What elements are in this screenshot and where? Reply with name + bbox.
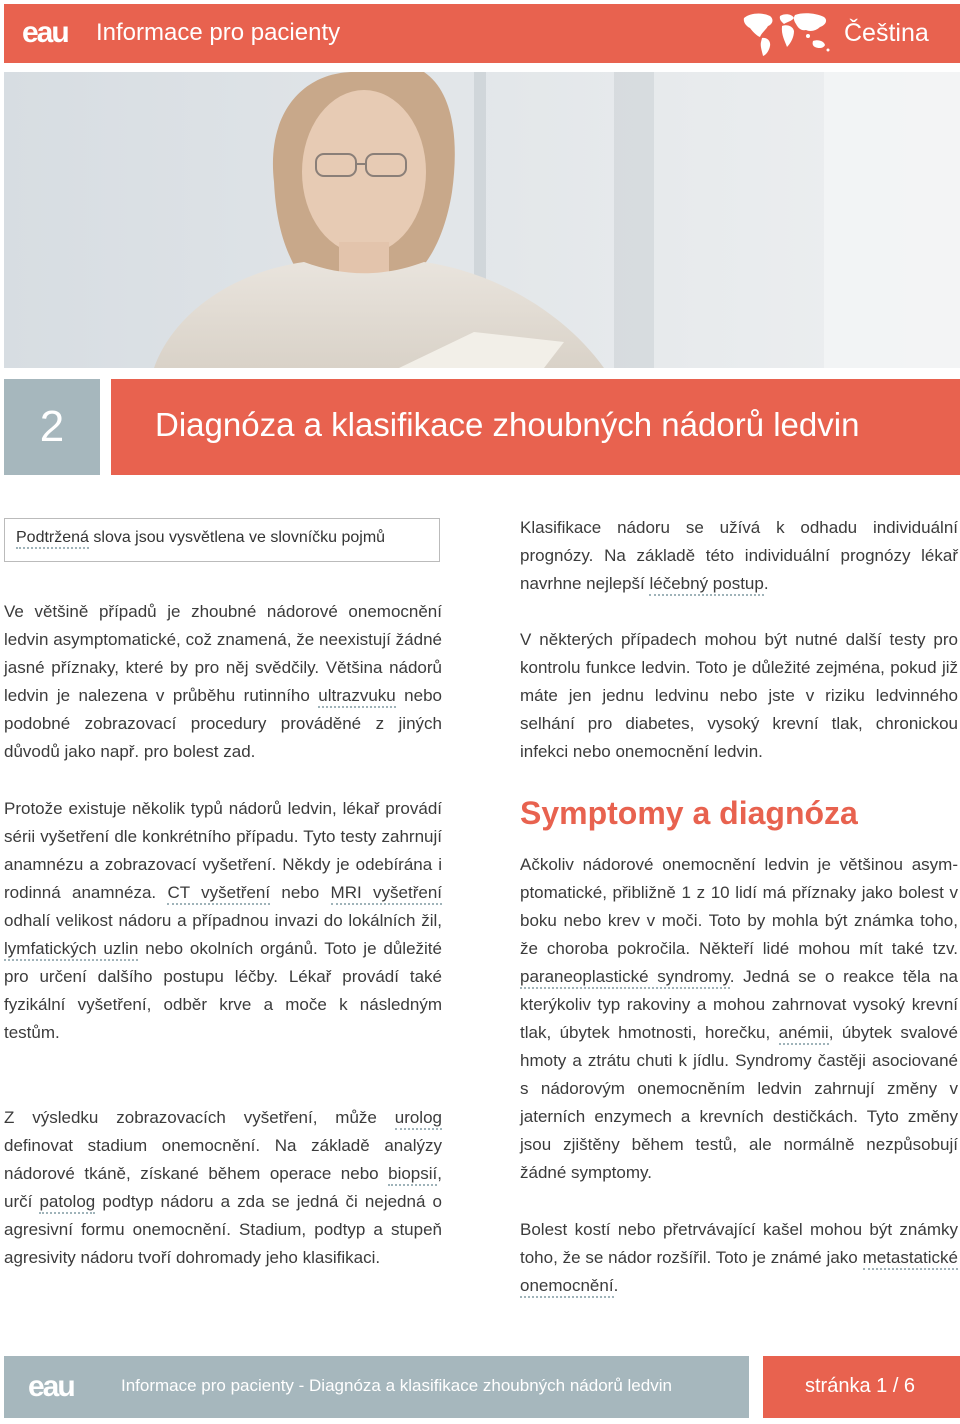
left-paragraph-3 [4,1104,442,1272]
paragraph-text: nebo okolních orgánů. Toto je důležité pro určení dalšího postupu léčby. Lékař provádí také fyzikální vyšetření, odběr krve a moče k následným testům. [4,939,442,1042]
paragraph-text: V některých případech mohou být nutné další testy pro kontrolu funkce ledvin. Toto je důležité zejména, pokud již máte jen jednu ledvinu nebo jste v riziku ledvinného selhání pro diabetes, vysoký krevní tlak, chronickou infekci nebo onemocnění ledvin. [520,630,958,761]
glossary-link[interactable]: CT vyšetření [167,883,270,905]
glossary-link[interactable]: MRI vyšetření [331,883,442,905]
paragraph-text: nebo podobné zobrazovací procedury prováděné z jiných důvodů jako např. pro bolest zad. [4,686,442,761]
chapter-number: 2 [4,379,100,475]
header-bar [4,4,960,63]
footer-text: Informace pro pacienty - Diagnóza a klasifikace zhoubných nádorů ledvin [121,1376,672,1395]
chapter-title: Diagnóza a klasifikace zhoubných nádorů ledvin [155,406,860,443]
chapter-title-bar [111,379,960,475]
page-indicator [763,1356,960,1418]
paragraph-text: . [763,574,769,593]
glossary-link[interactable]: biopsií [388,1164,437,1186]
glossary-link[interactable]: ultrazvuku [318,686,395,708]
paragraph-text: Ve většině případů je zhoubné nádorové onemocnění ledvin asymptomatické, což znamená, že neexistují žádné jasné příznaky, které by pro něj svědčily. Většina nádorů ledvin je nalezena v průběhu rutinního [4,602,442,705]
glossary-note [4,518,440,562]
header-title: Informace pro pacienty [96,19,341,46]
glossary-link[interactable]: paraneoplastické syndromy [520,967,730,989]
paragraph-text: nebo [270,883,331,902]
right-paragraph-2 [520,626,958,766]
paragraph-text: Protože existuje několik typů nádorů ledvin, lékař provádí sérii vyšetření dle konkrétního případu. Tyto testy zahrnují anamnézu a zobrazovací vyšetření. Někdy je odebírána i rodinná anamnéza. [4,799,442,902]
paragraph-text: , určí [4,1164,442,1211]
paragraph-text: odhalí velikost nádoru a případnou invazi do lokálních žil, [4,911,442,930]
right-paragraph-4 [520,1216,958,1300]
glossary-link[interactable]: léčebný postup [649,574,763,596]
eau-logo: eau [22,16,68,49]
glossary-link[interactable]: patolog [39,1192,95,1214]
footer-eau-logo: eau [28,1370,74,1403]
glossary-link[interactable]: metastatické onemocnění [520,1248,958,1298]
language-label[interactable]: Čeština [844,19,929,47]
left-paragraph-2 [4,795,442,1047]
paragraph-text: Ačkoliv nádorové onemocnění ledvin je většinou asymptomatické, přibližně 1 z 10 lidí má příznaky jako bolest v boku nebo krev v moči. Toto by mohla být známka toho, že choroba pokročila. Někteří lidé mohou mít také tzv. [520,855,958,958]
paragraph-text: , úbytek svalové hmoty a ztrátu chuti k jídlu. Syndromy častěji asociované s nádorovým onemocněním ledvin zahrnují změny v jaterních enzymech a krevních destičkách. Tyto změny jsou zjištěny během testů, ale normálně nezpůsobují žádné symptomy. [520,1023,958,1182]
paragraph-text: Z výsledku zobrazovacích vyšetření, může [4,1108,395,1127]
hero-photo [4,72,960,368]
left-paragraph-1 [4,598,442,766]
glossary-link[interactable]: anémii [779,1023,829,1045]
glossary-term[interactable]: Podtržená [16,529,89,549]
glossary-note-text: slova jsou vysvětlena ve slovníčku pojmů [88,529,386,546]
footer-bar [4,1356,749,1418]
paragraph-text: podtyp nádoru a zda se jedná či nejedná o agresivní formu onemocnění. Stadium, podtyp a stupeň agresivity nádoru tvoří dohromady jeho klasifikaci. [4,1192,442,1267]
glossary-link[interactable]: urolog [395,1108,442,1130]
section-heading: Symptomy a diagnóza [520,795,858,831]
paragraph-text: Bolest kostí nebo přetrvávající kašel mohou být známky toho, že se nádor rozšířil. Toto je známé jako [520,1220,958,1267]
right-paragraph-3 [520,851,958,1187]
right-paragraph-1 [520,514,958,598]
page-number: stránka 1 / 6 [805,1375,916,1397]
paragraph-text: definovat stadium onemocnění. Na základě analýzy nádorové tkáně, získané během operace nebo [4,1136,442,1183]
world-map-icon [740,10,832,58]
paragraph-text: . Jedná se o reakce těla na kterýkoliv typ rakoviny a mohou zahrnovat vysoký krevní tlak, úbytek hmotnosti, horečku, [520,967,958,1042]
paragraph-text: Klasifikace nádoru se užívá k odhadu individuální prognózy. Na základě této individuální prognózy lékař navrhne nejlepší [520,518,958,593]
paragraph-text: . [613,1276,619,1295]
glossary-link[interactable]: lymfatických uzlin [4,939,138,961]
